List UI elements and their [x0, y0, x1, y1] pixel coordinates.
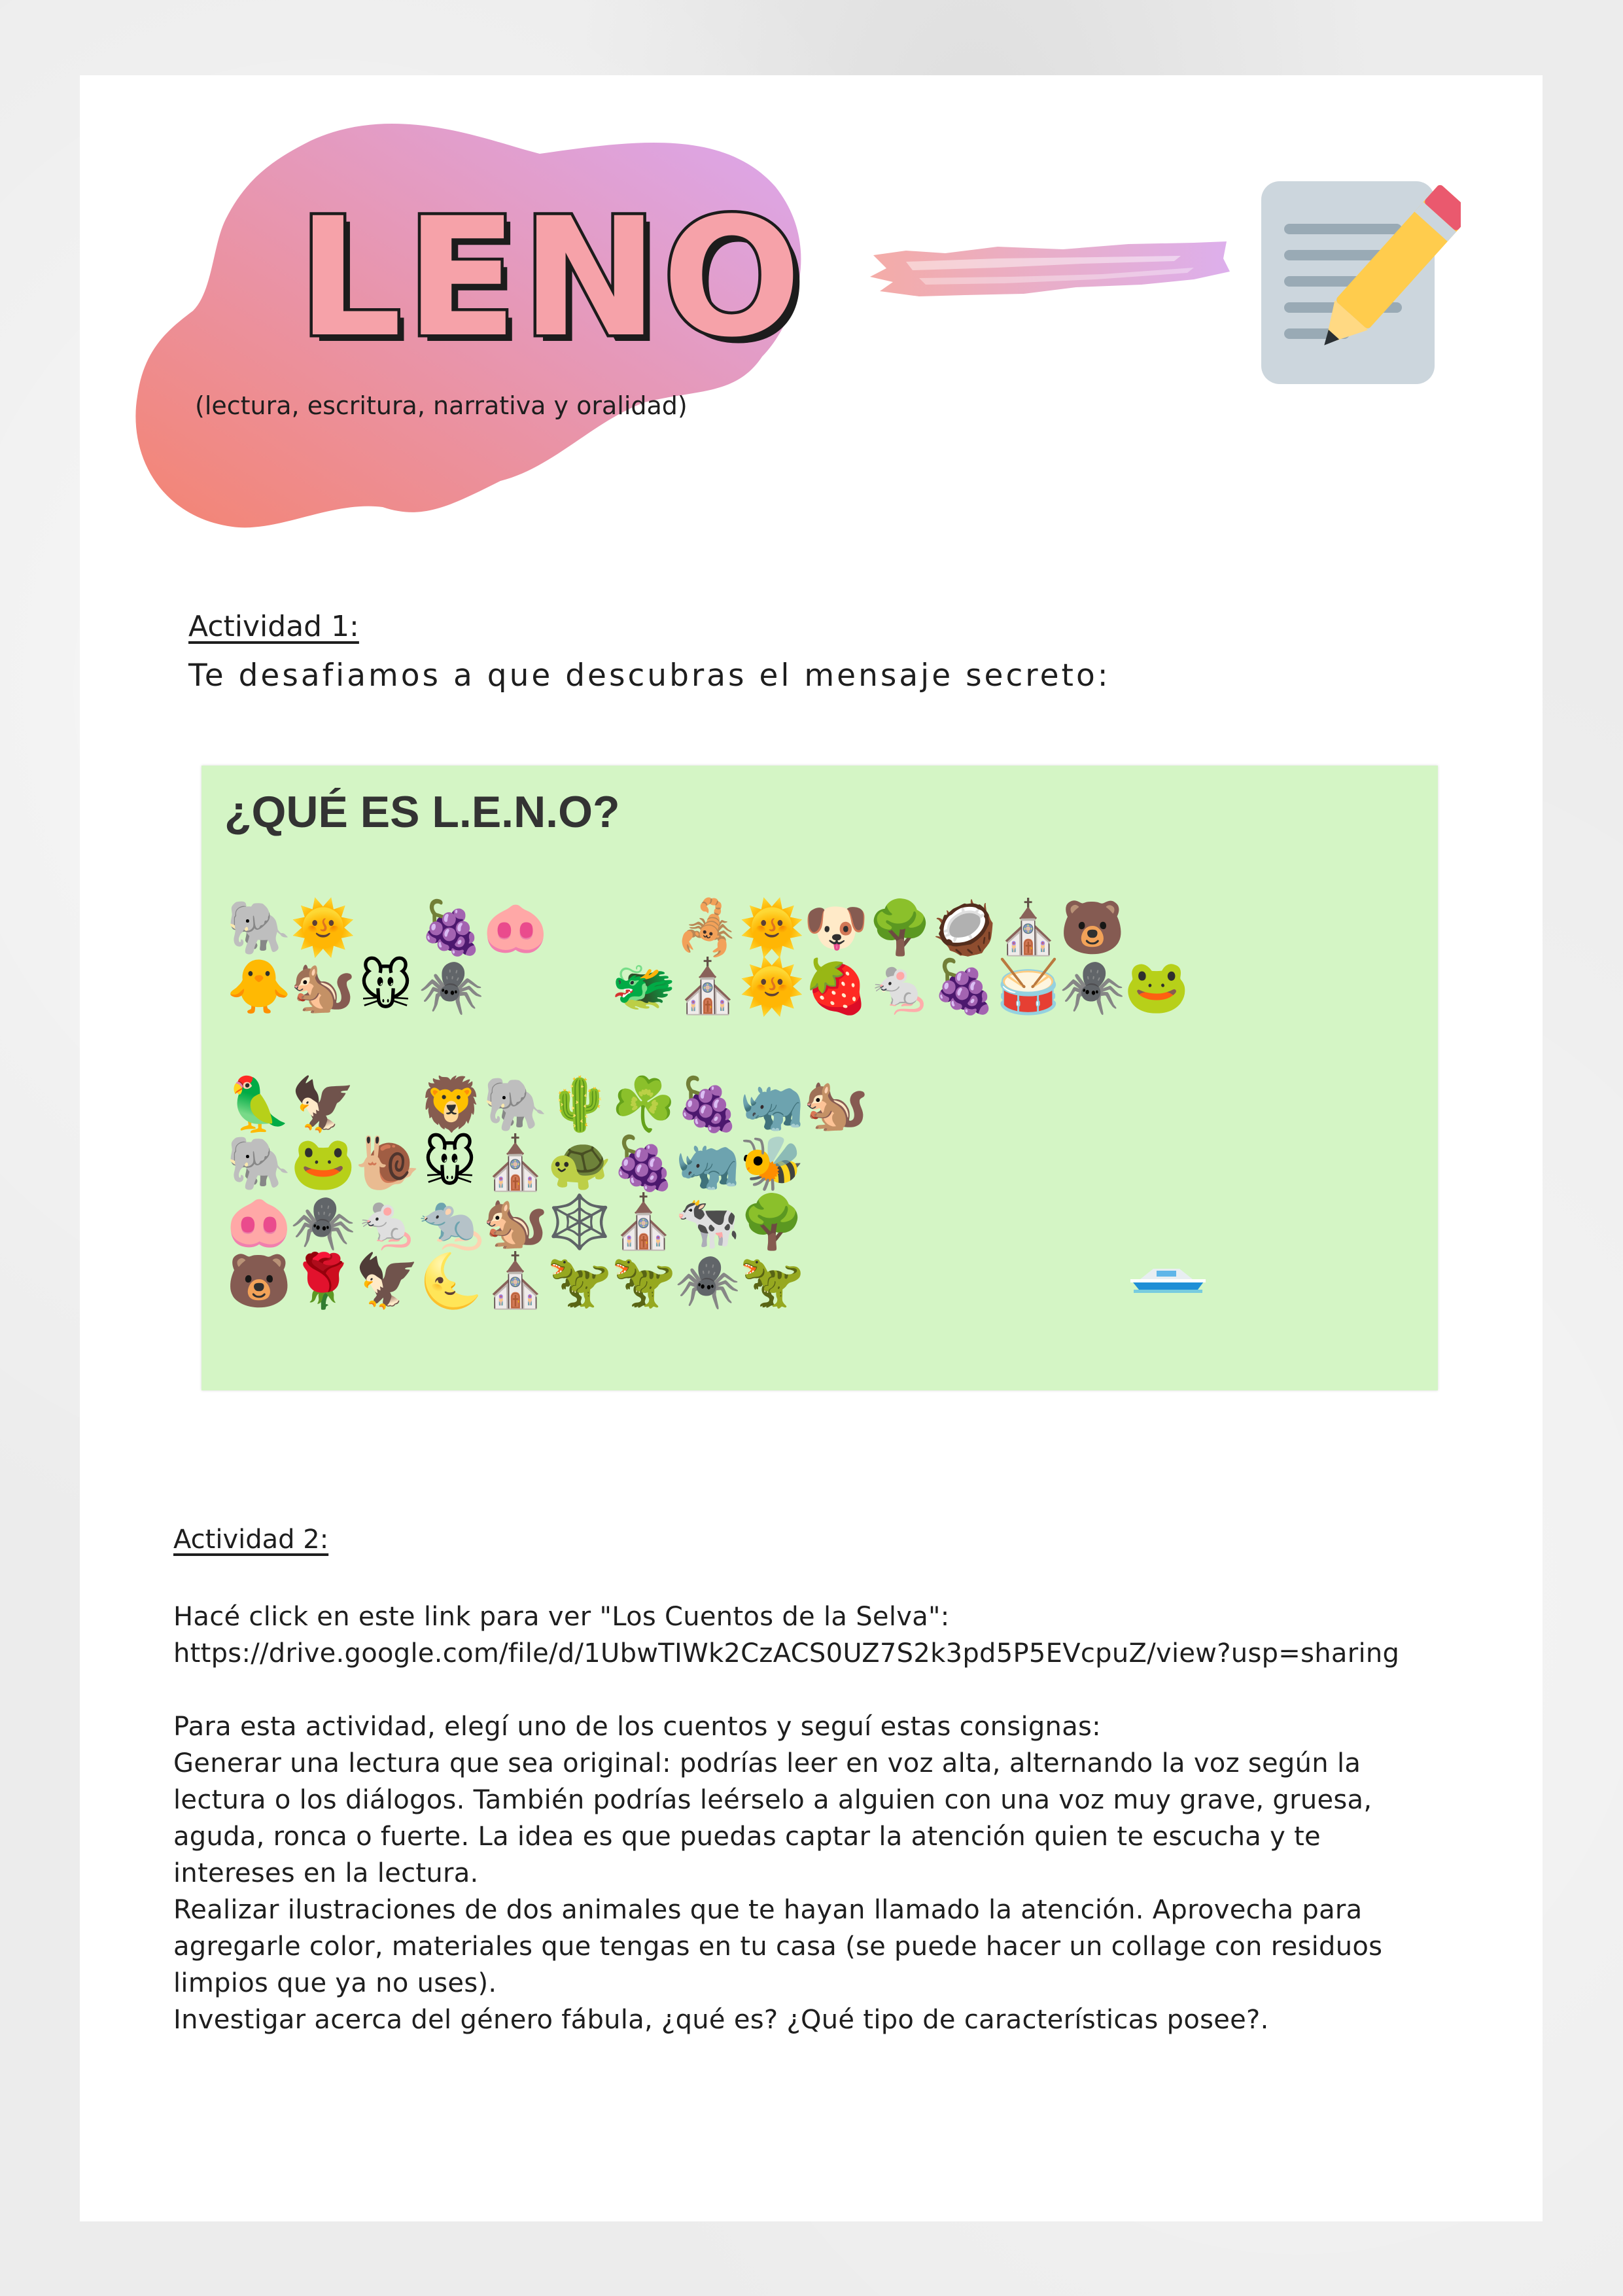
- puzzle-emoji: 🐻: [226, 1250, 292, 1311]
- puzzle-emoji: 🌳: [739, 1192, 805, 1252]
- activity2-paragraph-line: Generar una lectura que sea original: podrías leer en voz alta, alternando la voz según la: [173, 1748, 1361, 1778]
- puzzle-emoji: 🦖: [739, 1250, 805, 1311]
- puzzle-emoji: 🐸: [290, 1133, 356, 1193]
- puzzle-emoji: 🦁: [419, 1074, 484, 1135]
- puzzle-emoji: 🦜: [226, 1074, 292, 1135]
- puzzle-emoji: ⛪: [611, 1192, 676, 1252]
- puzzle-emoji: 🐻: [1060, 897, 1125, 958]
- puzzle-emoji: 🐭: [422, 1133, 478, 1193]
- puzzle-emoji: 🍓: [803, 956, 869, 1017]
- activity2-paragraph-line: lectura o los diálogos. También podrías leérselo a alguien con una voz muy grave, gruesa,: [173, 1785, 1372, 1815]
- puzzle-emoji: 🐲: [611, 956, 676, 1017]
- puzzle-emoji: 🦖: [547, 1250, 612, 1311]
- puzzle-emoji: ⛪: [483, 1250, 548, 1311]
- activity2-paragraph-line: Investigar acerca del género fábula, ¿qué es? ¿Qué tipo de características posee?.: [173, 2005, 1269, 2035]
- puzzle-emoji: 🕷️: [675, 1250, 741, 1311]
- puzzle-emoji: 🐥: [226, 956, 292, 1017]
- puzzle-emoji: 🐘: [483, 1074, 548, 1135]
- activity2-paragraph-line: aguda, ronca o fuerte. La idea es que puedas captar la atención quien te escucha y te: [173, 1822, 1321, 1852]
- puzzle-emoji: 🍇: [419, 897, 484, 958]
- puzzle-title: ¿QUÉ ES L.E.N.O?: [224, 787, 620, 837]
- activity2-instructions-intro: Para esta actividad, elegí uno de los cuentos y seguí estas consignas:: [173, 1712, 1101, 1742]
- activity2-heading: Actividad 2:: [173, 1525, 329, 1555]
- puzzle-emoji: 🌞: [739, 956, 805, 1017]
- puzzle-emoji: 🐁: [867, 956, 933, 1017]
- puzzle-emoji: 🐄: [675, 1192, 741, 1252]
- puzzle-emoji: 🕷️: [1060, 956, 1125, 1017]
- puzzle-emoji: 🥁: [996, 956, 1061, 1017]
- activity2-paragraph-line: Realizar ilustraciones de dos animales que te hayan llamado la atención. Aprovecha para: [173, 1895, 1363, 1925]
- puzzle-emoji: 🐢: [547, 1133, 612, 1193]
- puzzle-emoji: 🦅: [355, 1250, 420, 1311]
- puzzle-emoji: 🌵: [547, 1074, 612, 1135]
- puzzle-emoji: 🕷️: [419, 956, 484, 1017]
- activity2-paragraph-line: agregarle color, materiales que tengas en tu casa (se puede hacer un collage con residuos: [173, 1932, 1383, 1962]
- activity2-link-intro: Hacé click en este link para ver "Los Cuentos de la Selva":: [173, 1602, 950, 1632]
- speedboat-icon: [1127, 1260, 1209, 1296]
- puzzle-emoji: 🦏: [675, 1133, 741, 1193]
- brush-stroke-decoration: [867, 239, 1230, 299]
- puzzle-emoji: 🕷️: [290, 1192, 356, 1252]
- puzzle-emoji: ⛪: [996, 897, 1061, 958]
- puzzle-emoji: 🐿️: [290, 956, 356, 1017]
- puzzle-emoji: 🦏: [739, 1074, 805, 1135]
- puzzle-emoji: 🐘: [226, 1133, 292, 1193]
- puzzle-emoji: 🐶: [803, 897, 869, 958]
- puzzle-emoji: 🐸: [1124, 956, 1189, 1017]
- puzzle-emoji: 🐌: [355, 1133, 420, 1193]
- puzzle-emoji: 🌳: [867, 897, 933, 958]
- activity1-heading: Actividad 1:: [188, 610, 359, 643]
- puzzle-emoji: 🌞: [290, 897, 356, 958]
- puzzle-emoji: 🍇: [611, 1133, 676, 1193]
- puzzle-emoji: 🕸️: [547, 1192, 612, 1252]
- emoji-puzzle: [201, 766, 1438, 1390]
- puzzle-emoji: 🐽: [483, 897, 548, 958]
- puzzle-emoji: ⛪: [675, 956, 741, 1017]
- activity2-paragraph-line: intereses en la lectura.: [173, 1858, 479, 1888]
- page-subtitle: (lectura, escritura, narrativa y oralidad): [195, 391, 688, 420]
- puzzle-emoji: 🐭: [358, 956, 413, 1017]
- puzzle-emoji: 🌜: [419, 1250, 484, 1311]
- puzzle-emoji: 🐿️: [803, 1074, 869, 1135]
- puzzle-emoji: 🍇: [675, 1074, 741, 1135]
- puzzle-emoji: 🐘: [226, 897, 292, 958]
- puzzle-emoji: 🌹: [290, 1250, 356, 1311]
- puzzle-emoji: 🦅: [290, 1074, 356, 1135]
- puzzle-emoji: 🐿️: [483, 1192, 548, 1252]
- page-title: LENO: [298, 183, 805, 373]
- puzzle-emoji: 🐀: [419, 1192, 484, 1252]
- puzzle-emoji: ☘️: [611, 1074, 676, 1135]
- puzzle-emoji: ⛪: [483, 1133, 548, 1193]
- puzzle-emoji: 🍇: [932, 956, 997, 1017]
- puzzle-emoji: 🥥: [932, 897, 997, 958]
- memo-pencil-icon: [1258, 178, 1461, 387]
- activity1-instruction: Te desafiamos a que descubras el mensaje secreto:: [188, 658, 1111, 694]
- puzzle-emoji: 🐁: [355, 1192, 420, 1252]
- puzzle-emoji: 🌞: [739, 897, 805, 958]
- activity2-link[interactable]: https://drive.google.com/file/d/1UbwTIWk2CzACS0UZ7S2k3pd5P5EVcpuZ/view?usp=sharing: [173, 1638, 1400, 1669]
- puzzle-emoji: 🐽: [226, 1192, 292, 1252]
- puzzle-emoji: 🐝: [739, 1133, 805, 1193]
- puzzle-emoji: 🦖: [611, 1250, 676, 1311]
- activity2-paragraph-line: limpios que ya no uses).: [173, 1968, 497, 1998]
- puzzle-emoji: 🦂: [675, 897, 741, 958]
